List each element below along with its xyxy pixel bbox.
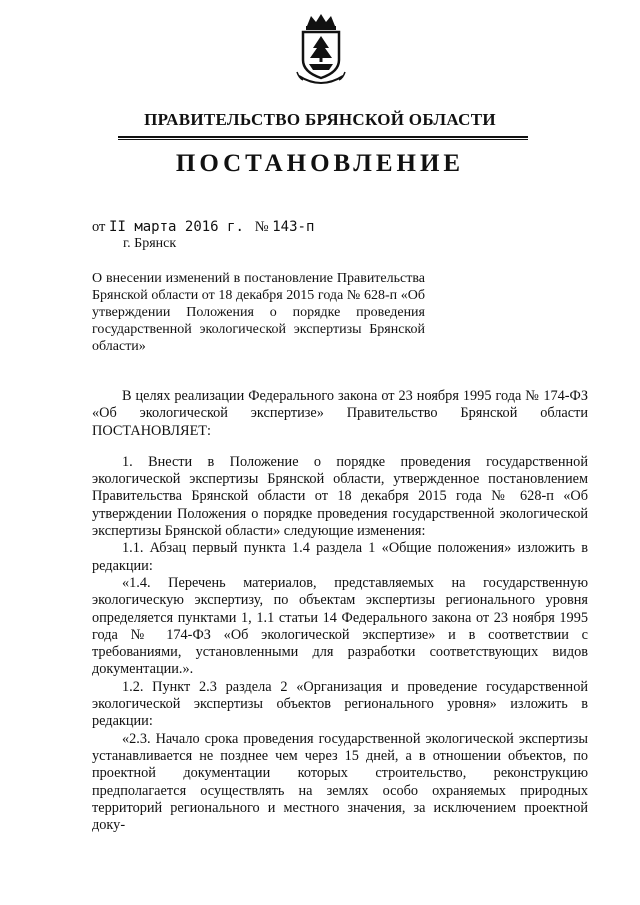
city-label: г. Брянск xyxy=(123,236,177,251)
document-type-heading: ПОСТАНОВЛЕНИЕ xyxy=(175,150,465,177)
body-paragraph: 1. Внести в Положение о порядке проведения государственной экологической экспертизы Брянской области, утвержденное постановлением Правительства Брянской области от 18 декабря 2015 года № 628-п «Об утверждении Положения о порядке проведения государственной экологической экспертизы Брянской области» следующие изменения: xyxy=(92,453,588,540)
body-paragraph: «2.3. Начало срока проведения государственной экологической экспертизы устанавливается не позднее чем через 15 дней, а в отношении объектов, по проектной документации которых строительство, реконструкцию предполагается осуществлять на землях особо охраняемых природных территорий регионального и местного значения, за исключением проектной доку- xyxy=(92,730,588,834)
body-paragraph: «1.4. Перечень материалов, представляемых на государственную экологическую экспертизу, по объектам экспертизы регионального уровня определяется пунктами 1, 1.1 статьи 14 Федерального закона от 23 ноября 1995 года № 174-ФЗ «Об экологической экспертизе» и в соответствии с требованиями, установленными для разработки соответствующих видов документации.». xyxy=(92,574,588,678)
preamble-paragraph: В целях реализации Федерального закона от 23 ноября 1995 года № 174-ФЗ «Об экологической экспертизе» Правительство Брянской области ПОСТАНОВЛЯЕТ: xyxy=(92,388,588,439)
coat-of-arms-icon xyxy=(293,12,349,90)
organization-title: ПРАВИТЕЛЬСТВО БРЯНСКОЙ ОБЛАСТИ xyxy=(144,110,496,129)
header-divider xyxy=(118,136,528,138)
header-divider-thin xyxy=(118,139,528,140)
number-prefix: № xyxy=(254,219,269,235)
document-number: 143-п xyxy=(272,219,315,235)
document-body xyxy=(92,388,588,834)
document-subject: О внесении изменений в постановление Правительства Брянской области от 18 декабря 2015 года № 628-п «Об утверждении Положения о порядке проведения государственной экологической экспертизы Брянской области» xyxy=(92,271,425,354)
body-paragraph: 1.2. Пункт 2.3 раздела 2 «Организация и проведение государственной экологической экспертизы объектов регионального уровня» изложить в редакции: xyxy=(92,678,588,730)
date-prefix: от xyxy=(92,219,106,235)
date-number-line xyxy=(92,219,314,236)
body-paragraph: 1.1. Абзац первый пункта 1.4 раздела 1 «Общие положения» изложить в редакции: xyxy=(92,540,588,574)
document-date: II марта 2016 г. xyxy=(109,219,244,235)
